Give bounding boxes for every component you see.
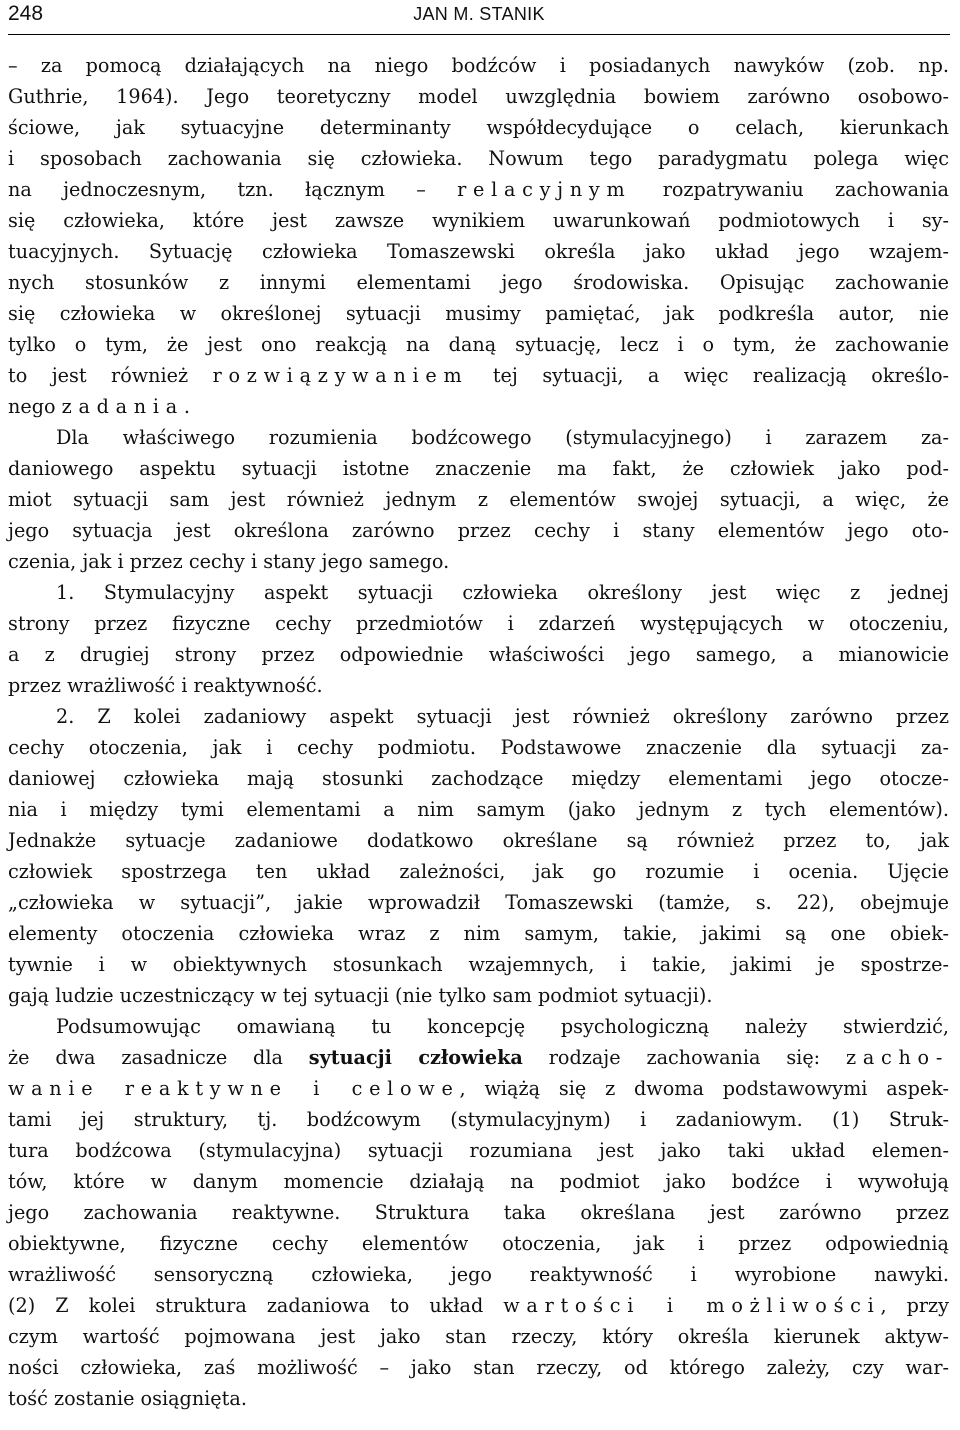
text-line — [8, 825, 949, 856]
text-line — [8, 887, 949, 918]
text-line — [8, 453, 949, 484]
text-line — [8, 236, 949, 267]
text-line — [8, 608, 949, 639]
text-line — [8, 794, 949, 825]
text-line — [8, 856, 949, 887]
text-line — [8, 143, 949, 174]
text-line — [8, 1042, 949, 1073]
text-line — [8, 577, 949, 608]
text-line — [8, 1321, 949, 1352]
text-segment: Dla właściwego rozumienia bodźcowego (stymulacyjnego) i zarazem za- — [56, 426, 949, 449]
text-line — [8, 329, 949, 360]
text-line — [8, 980, 949, 1011]
text-segment: tów, które w danym momencie działają na podmiot jako bodźce i wywołują — [8, 1170, 949, 1193]
text-segment: jego sytuacja jest określona zarówno przez cechy i stany elementów jego oto- — [8, 519, 949, 542]
text-line — [8, 732, 949, 763]
text-line — [8, 484, 949, 515]
text-segment: rozpatrywaniu zachowania — [631, 178, 949, 201]
body-text — [8, 50, 949, 1414]
text-segment: że dwa zasadnicze dla — [8, 1046, 309, 1069]
spaced-emphasis: zadania — [61, 395, 184, 418]
text-line — [8, 701, 949, 732]
text-segment: daniowej człowieka mają stosunki zachodzące między elementami jego otocze- — [8, 767, 949, 790]
text-segment: ściowe, jak sytuacyjne determinanty współdecydujące o celach, kierunkach — [8, 116, 949, 139]
text-segment: 1. Stymulacyjny aspekt sytuacji człowieka określony jest więc z jednej — [56, 581, 949, 604]
text-segment: gają ludzie uczestniczący w tej sytuacji (nie tylko sam podmiot sytuacji). — [8, 984, 713, 1007]
text-line — [8, 50, 949, 81]
text-segment: elementy otoczenia człowieka wraz z nim samym, takie, jakimi są one obiek- — [8, 922, 949, 945]
text-line — [8, 1228, 949, 1259]
running-head: JAN M. STANIK — [413, 4, 545, 24]
text-segment: tuacyjnych. Sytuację człowieka Tomaszewski określa jako układ jego wzajem- — [8, 240, 949, 263]
text-line — [8, 1135, 949, 1166]
text-segment: nego — [8, 395, 62, 418]
text-segment: miot sytuacji sam jest również jednym z elementów swojej sytuacji, a więc, że — [8, 488, 949, 511]
text-segment: daniowego aspektu sytuacji istotne znaczenie ma fakt, że człowiek jako pod- — [8, 457, 949, 480]
text-segment: – za pomocą działających na niego bodźców i posiadanych nawyków (zob. np. — [8, 54, 949, 77]
text-segment: się człowieka w określonej sytuacji musimy pamiętać, jak podkreśla autor, nie — [8, 302, 949, 325]
text-segment: , przy — [880, 1294, 949, 1317]
text-segment: tylko o tym, że jest ono reakcją na daną sytuację, lecz i o tym, że zachowanie — [8, 333, 949, 356]
spaced-emphasis: relacyjnym — [457, 178, 632, 201]
text-segment: Guthrie, 1964). Jego teoretyczny model uwzględnia bowiem zarówno osobowo- — [8, 85, 949, 108]
text-segment: 2. Z kolei zadaniowy aspekt sytuacji jest również określony zarówno przez — [56, 705, 949, 728]
text-line — [8, 391, 949, 422]
text-segment: czym wartość pojmowana jest jako stan rzeczy, który określa kierunek aktyw- — [8, 1325, 949, 1348]
spaced-emphasis: zacho- — [846, 1046, 950, 1069]
text-segment: się człowieka, które jest zawsze wynikiem uwarunkowań podmiotowych i sy- — [8, 209, 949, 232]
text-line — [8, 1104, 949, 1135]
page-number: 248 — [8, 2, 44, 25]
text-line — [8, 1352, 949, 1383]
text-line — [8, 670, 949, 701]
text-segment: tami jej struktury, tj. bodźcowym (stymulacyjnym) i zadaniowym. (1) Struk- — [8, 1108, 949, 1131]
text-line — [8, 639, 949, 670]
text-segment: obiektywne, fizyczne cechy elementów otoczenia, jak i przez odpowiednią — [8, 1232, 949, 1255]
text-line — [8, 1011, 949, 1042]
bold-emphasis: sytuacji człowieka — [308, 1046, 523, 1069]
text-line — [8, 1290, 949, 1321]
text-segment: nia i między tymi elementami a nim samym (jako jednym z tych elementów). — [8, 798, 949, 821]
text-segment: . — [183, 395, 191, 418]
text-segment: tej sytuacji, a więc realizacją określo- — [468, 364, 950, 387]
text-line — [8, 1073, 949, 1104]
text-line — [8, 174, 949, 205]
text-segment: Podsumowując omawianą tu koncepcję psychologiczną należy stwierdzić, — [56, 1015, 949, 1038]
text-line — [8, 81, 949, 112]
text-line — [8, 1166, 949, 1197]
spaced-emphasis: rozwiązywaniem — [212, 364, 469, 387]
text-segment: tość zostanie osiągnięta. — [8, 1387, 247, 1410]
text-line — [8, 949, 949, 980]
text-segment: strony przez fizyczne cechy przedmiotów i zdarzeń występujących w otoczeniu, — [8, 612, 949, 635]
spaced-emphasis: wanie reaktywne i celowe — [8, 1077, 460, 1100]
text-segment: tura bodźcowa (stymulacyjna) sytuacji rozumiana jest jako taki układ elemen- — [8, 1139, 949, 1162]
text-segment: jego zachowania reaktywne. Struktura taka określana jest zarówno przez — [8, 1201, 949, 1224]
text-segment: przez wrażliwość i reaktywność. — [8, 674, 323, 697]
text-segment: tywnie i w obiektywnych stosunkach wzajemnych, i takie, jakimi je spostrze- — [8, 953, 949, 976]
text-segment: cechy otoczenia, jak i cechy podmiotu. Podstawowe znaczenie dla sytuacji za- — [8, 736, 949, 759]
text-segment: rodzaje zachowania się: — [522, 1046, 847, 1069]
spaced-emphasis: wartości i możliwości — [503, 1294, 881, 1317]
text-line — [8, 918, 949, 949]
text-segment: na jednoczesnym, tzn. łącznym – — [8, 178, 458, 201]
text-line — [8, 546, 949, 577]
text-line — [8, 1383, 949, 1414]
text-line — [8, 205, 949, 236]
text-line — [8, 763, 949, 794]
text-line — [8, 1259, 949, 1290]
text-segment: ności człowieka, zaś możliwość – jako stan rzeczy, od którego zależy, czy war- — [8, 1356, 949, 1379]
text-segment: Jednakże sytuacje zadaniowe dodatkowo określane są również przez to, jak — [8, 829, 949, 852]
text-line — [8, 360, 949, 391]
text-line — [8, 298, 949, 329]
text-line — [8, 267, 949, 298]
text-segment: (2) Z kolei struktura zadaniowa to układ — [8, 1294, 504, 1317]
text-segment: a z drugiej strony przez odpowiednie właściwości jego samego, a mianowicie — [8, 643, 949, 666]
text-line — [8, 1197, 949, 1228]
page-header — [8, 0, 950, 35]
text-segment: to jest również — [8, 364, 213, 387]
text-line — [8, 422, 949, 453]
text-segment: , wiążą się z dwoma podstawowymi aspek- — [459, 1077, 949, 1100]
text-segment: wrażliwość sensoryczną człowieka, jego reaktywność i wyrobione nawyki. — [8, 1263, 949, 1286]
text-line — [8, 112, 949, 143]
text-segment: „człowieka w sytuacji”, jakie wprowadził Tomaszewski (tamże, s. 22), obejmuje — [8, 891, 949, 914]
text-segment: nych stosunków z innymi elementami jego środowiska. Opisując zachowanie — [8, 271, 949, 294]
text-segment: czenia, jak i przez cechy i stany jego samego. — [8, 550, 450, 573]
text-segment: człowiek spostrzega ten układ zależności, jak go rozumie i ocenia. Ujęcie — [8, 860, 949, 883]
text-line — [8, 515, 949, 546]
text-segment: i sposobach zachowania się człowieka. Nowum tego paradygmatu polega więc — [8, 147, 949, 170]
